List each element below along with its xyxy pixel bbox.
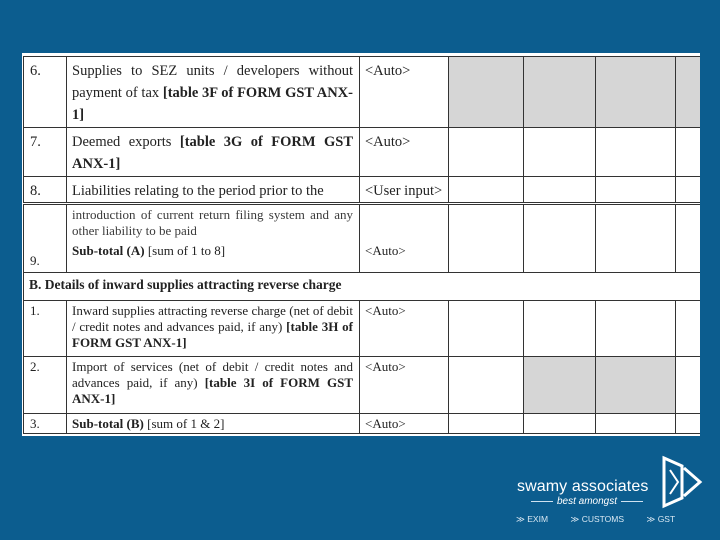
description-text: Import of services (net of debit / credit notes and advances paid, if any)	[72, 359, 353, 390]
logo-link-customs: ≫ CUSTOMS	[570, 514, 625, 524]
row-value: <Auto>	[360, 301, 449, 357]
row-description	[67, 177, 360, 203]
section-header-row	[24, 273, 701, 301]
amount-cell	[596, 57, 676, 128]
amount-cell	[524, 128, 596, 177]
amount-cell	[676, 57, 701, 128]
row-number: 7.	[24, 128, 67, 177]
row-number	[24, 205, 67, 273]
subtotal-a-value: <Auto>	[365, 243, 406, 258]
table-row	[24, 128, 701, 177]
amount-cell	[524, 205, 596, 273]
amount-cell	[596, 177, 676, 203]
amount-cell	[449, 205, 524, 273]
amount-cell	[596, 205, 676, 273]
logo-name: swamy associates	[517, 478, 649, 495]
logo-link-exim: ≫ EXIM	[516, 514, 549, 524]
row-description	[67, 414, 360, 434]
description-reference: [table 3H of FORM GST ANX-1]	[72, 319, 353, 350]
row-description	[67, 128, 360, 177]
row-description	[67, 205, 360, 273]
amount-cell	[676, 205, 701, 273]
amount-cell	[449, 177, 524, 203]
amount-cell	[596, 301, 676, 357]
table-row	[24, 414, 701, 434]
subtotal-a-number: 9.	[30, 253, 40, 268]
amount-cell	[524, 357, 596, 414]
swamy-associates-logo	[512, 454, 712, 528]
logo-tagline: best amongst	[512, 496, 662, 507]
table-row	[24, 357, 701, 414]
description-text: Supplies to SEZ units / developers without payment of tax	[72, 63, 353, 101]
table-row	[24, 205, 701, 273]
row-value: <Auto>	[360, 128, 449, 177]
table-row	[24, 57, 701, 128]
description-reference: [table 3I of FORM GST ANX-1]	[72, 375, 353, 406]
amount-cell	[676, 177, 701, 203]
amount-cell	[596, 357, 676, 414]
amount-cell	[449, 128, 524, 177]
logo-link-label: CUSTOMS	[581, 514, 625, 524]
amount-cell	[676, 414, 701, 434]
section-b-title: B. Details of inward supplies attracting reverse charge	[24, 273, 701, 301]
table-excerpt-bottom	[22, 204, 700, 436]
gst-table-bottom	[23, 204, 700, 434]
amount-cell	[676, 357, 701, 414]
amount-cell	[449, 414, 524, 434]
row-number: 6.	[24, 57, 67, 128]
description-text: Inward supplies attracting reverse charge (net of debit / credit notes and advances paid, if any)	[72, 303, 353, 334]
row-description	[67, 57, 360, 128]
table-row	[24, 301, 701, 357]
row-description	[67, 357, 360, 414]
subtotal-a-suffix: [sum of 1 to 8]	[144, 243, 226, 258]
description-text: Deemed exports	[72, 134, 180, 150]
row-number: 2.	[24, 357, 67, 414]
logo-links	[516, 514, 695, 525]
amount-cell	[449, 357, 524, 414]
amount-cell	[524, 177, 596, 203]
subtotal-b-suffix: [sum of 1 & 2]	[143, 416, 225, 431]
logo-link-gst: ≫ GST	[646, 514, 676, 524]
continuation-text: introduction of current return filing system and any other liability to be paid	[72, 207, 353, 238]
gst-table-top	[23, 56, 700, 203]
logo-link-label: EXIM	[527, 514, 549, 524]
logo-link-label: GST	[657, 514, 676, 524]
amount-cell	[596, 128, 676, 177]
row-number: 1.	[24, 301, 67, 357]
subtotal-b-label: Sub-total (B)	[72, 416, 144, 431]
amount-cell	[524, 301, 596, 357]
description-text: Liabilities relating to the period prior to the	[72, 183, 324, 199]
description-reference: [table 3F of FORM GST ANX-1]	[72, 85, 353, 123]
amount-cell	[676, 128, 701, 177]
subtotal-a-label: Sub-total (A)	[72, 243, 145, 258]
amount-cell	[449, 57, 524, 128]
row-number: 8.	[24, 177, 67, 203]
amount-cell	[524, 414, 596, 434]
description-reference: [table 3G of FORM GST ANX-1]	[72, 134, 353, 172]
row-description	[67, 301, 360, 357]
row-value: <Auto>	[360, 357, 449, 414]
table-row	[24, 177, 701, 203]
row-value: <User input>	[360, 177, 449, 203]
amount-cell	[596, 414, 676, 434]
table-excerpt-top	[22, 53, 700, 204]
row-number: 3.	[24, 414, 67, 434]
amount-cell	[676, 301, 701, 357]
row-value: <Auto>	[360, 57, 449, 128]
amount-cell	[449, 301, 524, 357]
amount-cell	[524, 57, 596, 128]
row-value	[360, 205, 449, 273]
row-value: <Auto>	[360, 414, 449, 434]
logo-mark-icon	[660, 454, 704, 510]
